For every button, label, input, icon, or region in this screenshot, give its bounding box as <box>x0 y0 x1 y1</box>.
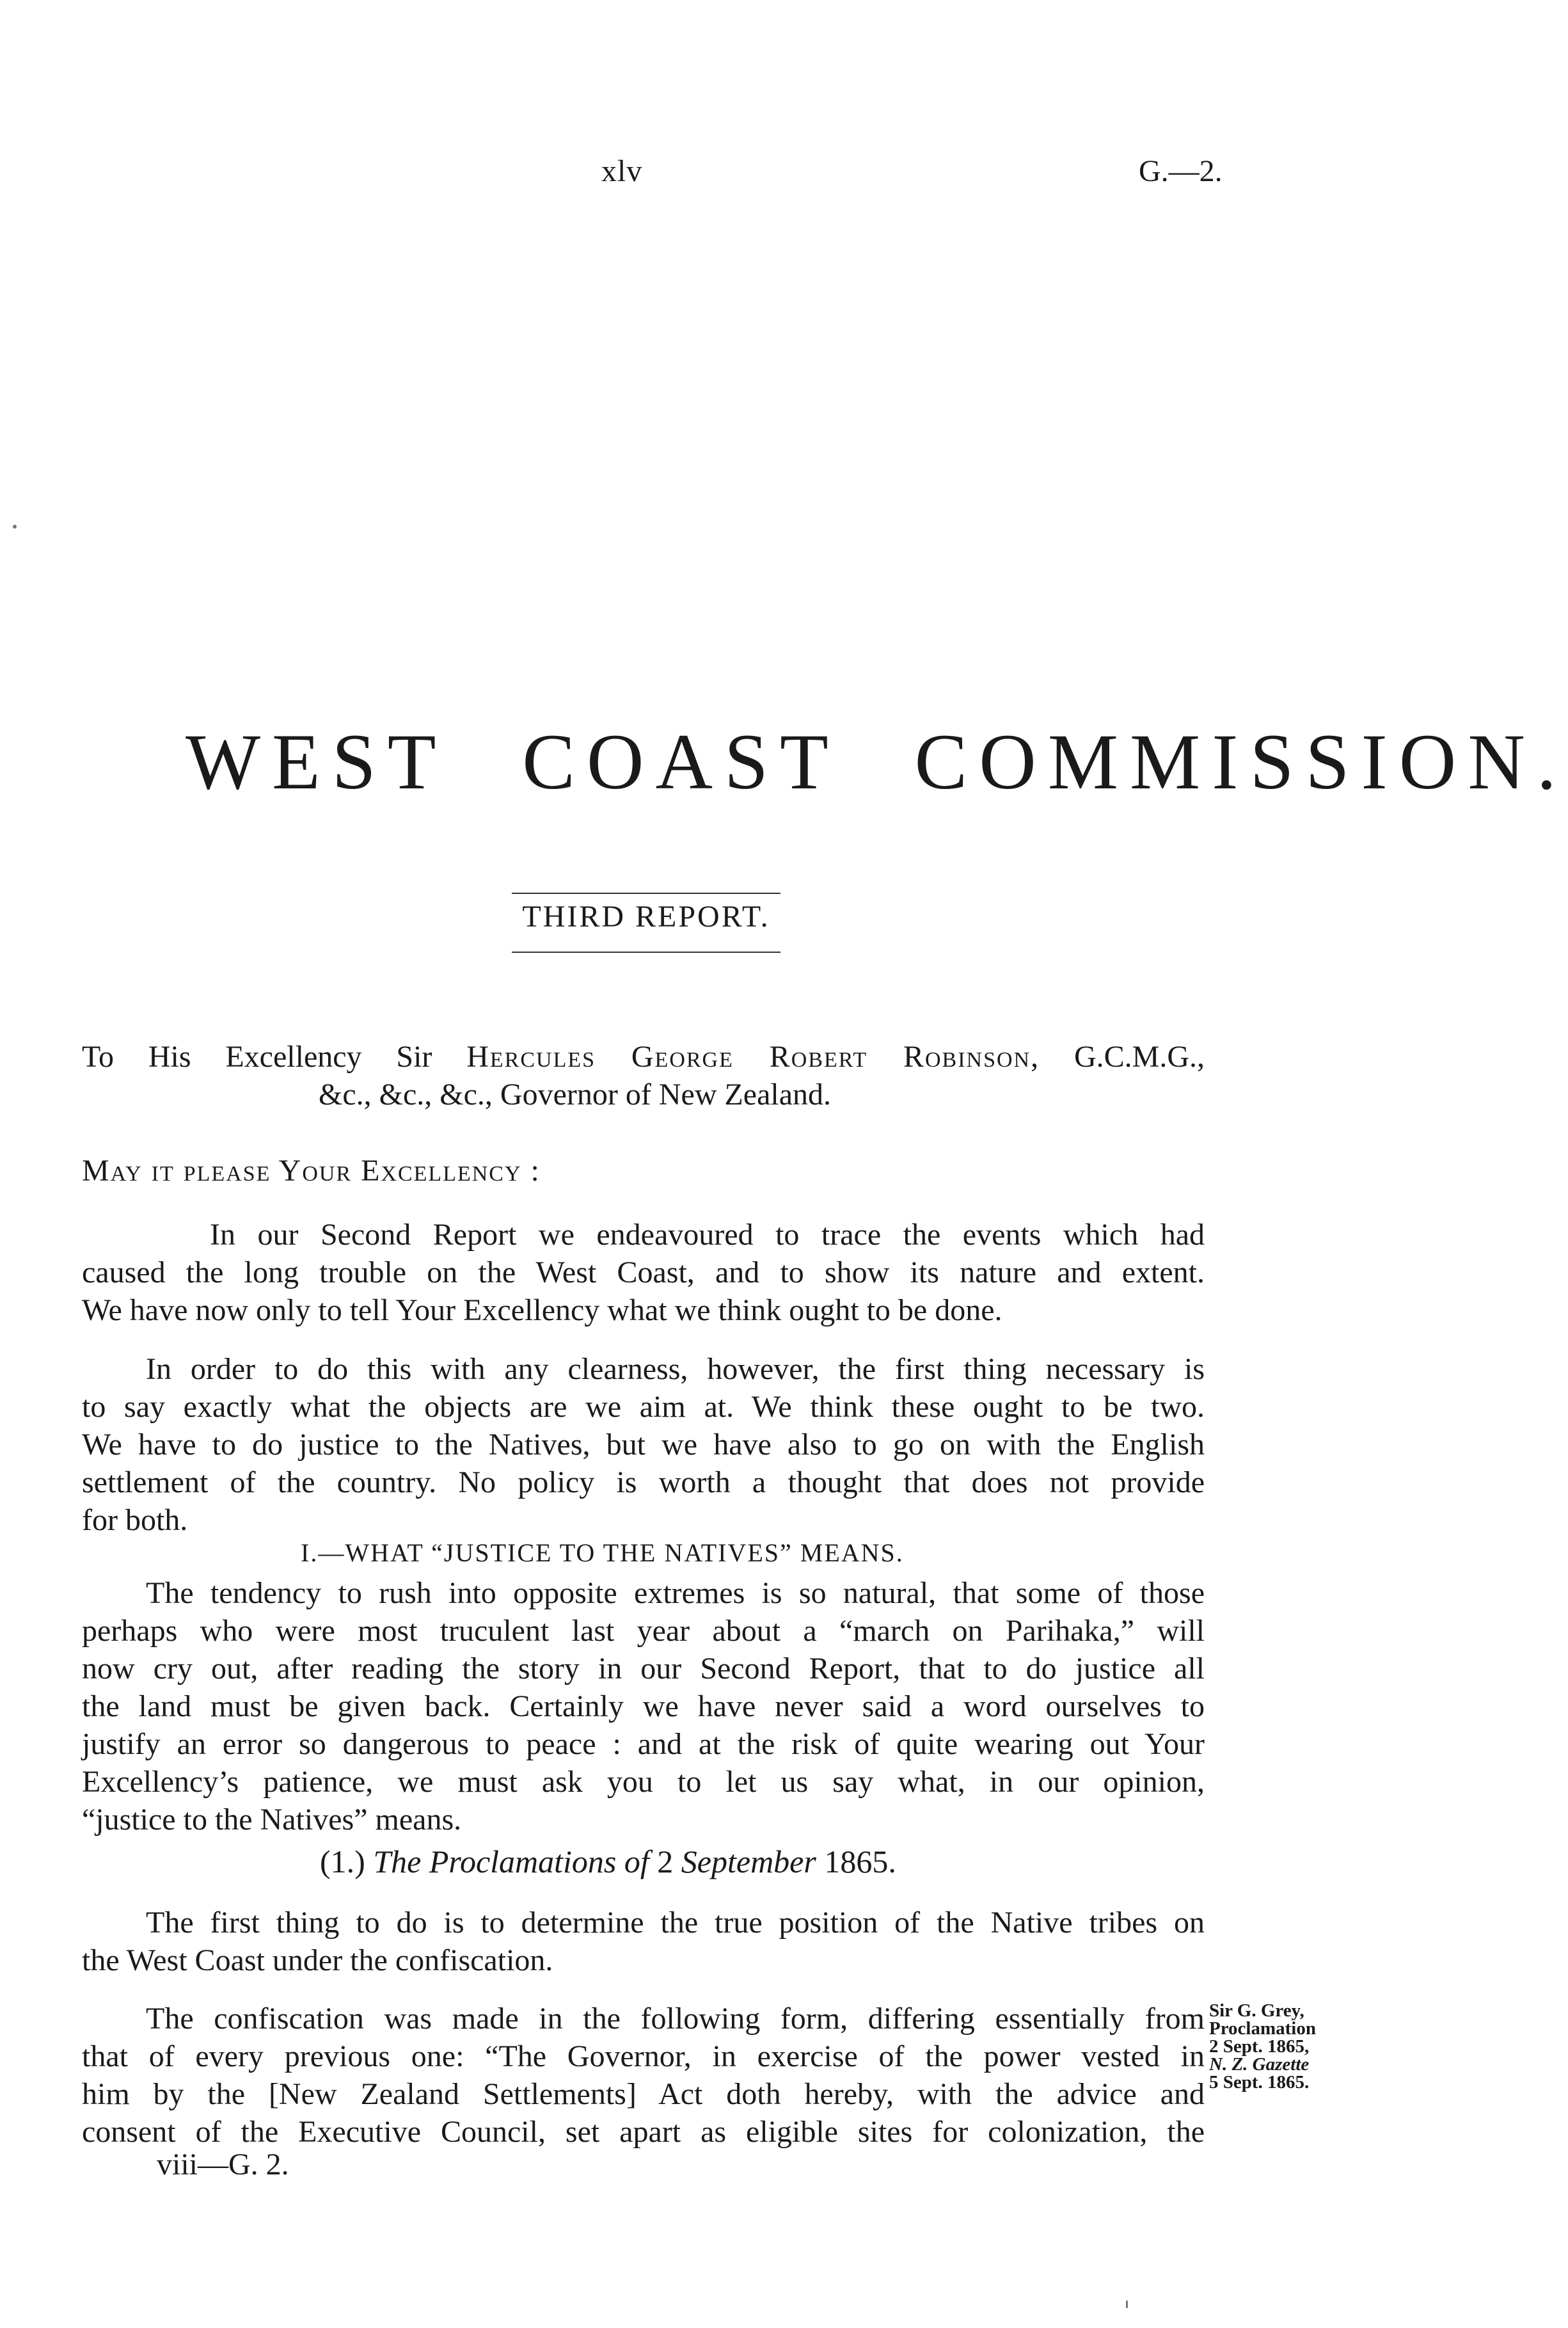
text-line: We have now only to tell Your Excellency what we think ought to be done. <box>82 1293 1002 1327</box>
paragraph-1 <box>82 1216 1205 1329</box>
text-line: We have to do justice to the Natives, but we have also to go on with the English <box>82 1428 1205 1462</box>
addressee <box>82 1038 1205 1113</box>
paragraph-5 <box>82 2000 1205 2151</box>
report-title: WEST COAST COMMISSION. <box>186 718 1568 806</box>
governor-name: Hercules George Robert Robinson, <box>466 1040 1040 1074</box>
addressee-line-1 <box>82 1038 1205 1076</box>
addressee-line-2: &c., &c., &c., Governor of New Zealand. <box>319 1078 832 1112</box>
text-line: “justice to the Natives” means. <box>82 1803 462 1837</box>
paragraph-4 <box>82 1904 1205 1979</box>
title-rule-top <box>512 893 780 894</box>
paragraph-3 <box>82 1574 1205 1838</box>
page-number: xlv <box>601 154 643 188</box>
sub-heading-title: The Proclamations of <box>373 1844 649 1879</box>
margin-note <box>1209 2002 1337 2091</box>
sub-heading-number: (1.) <box>320 1844 365 1879</box>
title-rule-bottom <box>512 952 780 953</box>
text-line: to say exactly what the objects are we aim at. We think these ought to be two. <box>82 1390 1205 1424</box>
text-line: settlement of the country. No policy is worth a thought that does not provide <box>82 1465 1205 1499</box>
text-line: now cry out, after reading the story in our Second Report, that to do justice all <box>82 1652 1205 1686</box>
section-heading: I.—WHAT “JUSTICE TO THE NATIVES” MEANS. <box>301 1538 904 1567</box>
text-line: In order to do this with any clearness, however, the first thing necessary is <box>146 1352 1205 1386</box>
margin-note-line: Proclamation <box>1209 2018 1316 2039</box>
text-line: In our Second Report we endeavoured to trace the events which had <box>210 1218 1205 1252</box>
text-line: him by the [New Zealand Settlements] Act doth hereby, with the advice and <box>82 2077 1205 2111</box>
signature-mark: viii—G. 2. <box>157 2148 289 2181</box>
sub-heading-day: 2 <box>657 1844 674 1879</box>
margin-note-line: Sir G. Grey, <box>1209 2000 1304 2021</box>
stray-mark <box>13 525 17 529</box>
salutation-text: May it please Your Excellency : <box>82 1154 541 1188</box>
text-line: the West Coast under the confiscation. <box>82 1943 553 1977</box>
text-line: Excellency’s patience, we must ask you to let us say what, in our opinion, <box>82 1765 1205 1799</box>
document-code: G.—2. <box>1139 154 1223 188</box>
text-line: perhaps who were most truculent last year about a “march on Parihaka,” will <box>82 1614 1205 1648</box>
paragraph-2 <box>82 1350 1205 1539</box>
text-line: justify an error so dangerous to peace : and at the risk of quite wearing out Your <box>82 1727 1205 1761</box>
text-line: The confiscation was made in the following form, differing essentially from <box>146 2002 1205 2036</box>
margin-note-line: 2 Sept. 1865, <box>1209 2036 1310 2057</box>
sub-heading-month: September <box>681 1844 816 1879</box>
stray-mark <box>1126 2300 1128 2308</box>
text-line: that of every previous one: “The Governor, in exercise of the power vested in <box>82 2039 1205 2073</box>
text-line: for both. <box>82 1503 188 1537</box>
text-line: the land must be given back. Certainly we have never said a word ourselves to <box>82 1689 1205 1723</box>
text-line: The first thing to do is to determine the true position of the Native tribes on <box>146 1906 1205 1940</box>
text-line: consent of the Executive Council, set apart as eligible sites for colonization, the <box>82 2115 1205 2149</box>
salutation <box>82 1152 1205 1190</box>
report-subtitle: THIRD REPORT. <box>522 900 770 934</box>
text-line: The tendency to rush into opposite extremes is so natural, that some of those <box>146 1576 1205 1610</box>
governor-honours: G.C.M.G., <box>1073 1040 1205 1074</box>
margin-note-line: N. Z. Gazette <box>1209 2054 1310 2075</box>
sub-heading-year: 1865. <box>824 1844 896 1879</box>
text-line: caused the long trouble on the West Coast, and to show its nature and extent. <box>82 1256 1205 1289</box>
addressee-prefix: To His Excellency Sir <box>82 1040 432 1074</box>
margin-note-line: 5 Sept. 1865. <box>1209 2072 1310 2093</box>
sub-heading <box>320 1843 1024 1880</box>
